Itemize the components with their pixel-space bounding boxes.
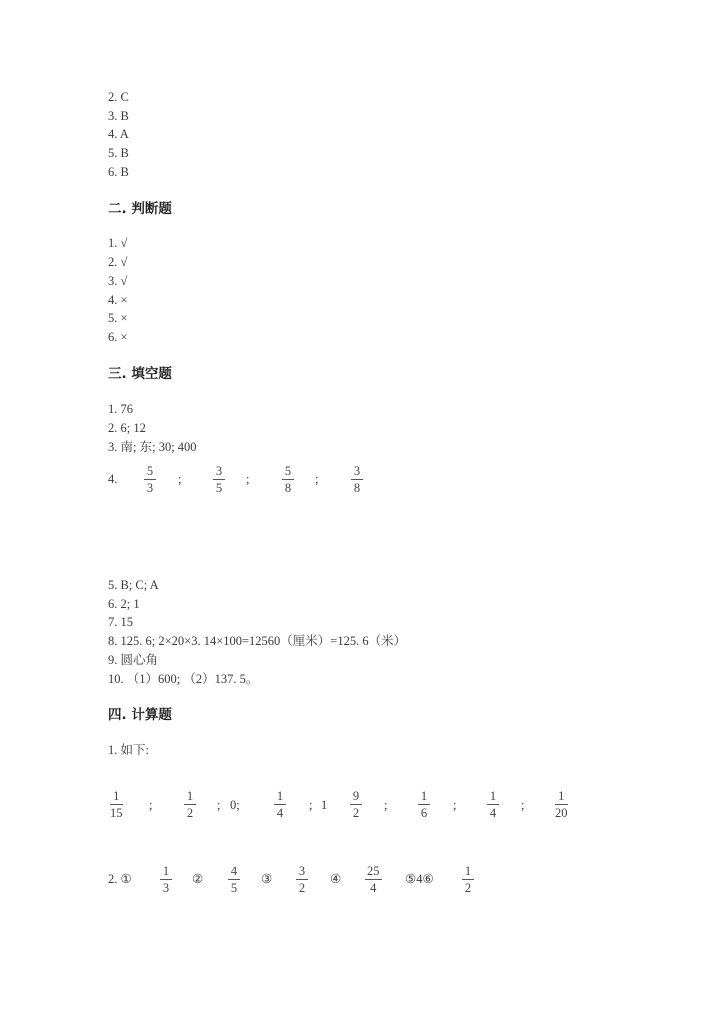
answer-item: 1. 如下:	[108, 743, 149, 757]
circled-marker: ⑤4⑥	[405, 872, 434, 886]
answer-item: 2. C	[108, 90, 129, 104]
fraction: 4 5	[228, 864, 240, 895]
separator: ;	[309, 798, 313, 812]
value-one: 1	[321, 798, 328, 812]
answer-item: 10. （1）600; （2）137. 5。	[108, 672, 259, 686]
fraction: 3 2	[296, 864, 308, 895]
answer-item: 4. A	[108, 127, 129, 141]
answer-item: 6. ×	[108, 330, 128, 344]
separator: ;	[384, 798, 388, 812]
circled-marker: ②	[192, 872, 204, 886]
answer-item: 7. 15	[108, 615, 133, 629]
answer-item: 3. √	[108, 274, 128, 288]
answer-item: 5. B	[108, 146, 129, 160]
answer-item: 8. 125. 6; 2×20×3. 14×100=12560（厘米）=125. 6（米）	[108, 634, 407, 648]
fraction: 9 2	[350, 789, 362, 820]
fraction: 1 3	[160, 864, 172, 895]
separator: ;	[178, 472, 182, 486]
section-heading: 四. 计算题	[108, 707, 172, 723]
fraction: 1 20	[555, 789, 568, 820]
separator: ;	[521, 798, 525, 812]
separator: ;	[246, 472, 250, 486]
separator: ;	[149, 798, 153, 812]
separator: ;	[315, 472, 319, 486]
answer-item: 5. B; C; A	[108, 578, 159, 592]
section-heading: 二. 判断题	[108, 201, 172, 217]
circled-marker: ③	[261, 872, 273, 886]
answer-item: 3. B	[108, 109, 129, 123]
answer-item: 5. ×	[108, 311, 128, 325]
separator: ;	[217, 798, 221, 812]
answer-item: 9. 圆心角	[108, 653, 159, 667]
fraction: 25 4	[367, 864, 380, 895]
fraction: 1 4	[487, 789, 499, 820]
answer-item: 3. 南; 东; 30; 400	[108, 440, 197, 454]
fraction: 1 15	[110, 789, 123, 820]
answer-item: 6. B	[108, 165, 129, 179]
value-zero: 0;	[230, 798, 240, 812]
answer-item: 2. 6; 12	[108, 421, 146, 435]
fraction: 1 6	[418, 789, 430, 820]
answer-item: 1. 76	[108, 402, 133, 416]
item-label: 4.	[108, 472, 118, 486]
circled-marker: ④	[330, 872, 342, 886]
fraction: 1 4	[274, 789, 286, 820]
fraction: 5 3	[144, 464, 156, 495]
fraction: 3 8	[351, 464, 363, 495]
fraction: 1 2	[462, 864, 474, 895]
answer-item: 2. √	[108, 255, 128, 269]
answer-item: 6. 2; 1	[108, 597, 140, 611]
separator: ;	[453, 798, 457, 812]
answer-item: 4. ×	[108, 293, 128, 307]
fraction: 5 8	[282, 464, 294, 495]
answer-item: 1. √	[108, 236, 128, 250]
fraction: 1 2	[184, 789, 196, 820]
fraction: 3 5	[213, 464, 225, 495]
item-label: 2. ①	[108, 872, 132, 886]
section-heading: 三. 填空题	[108, 366, 172, 382]
